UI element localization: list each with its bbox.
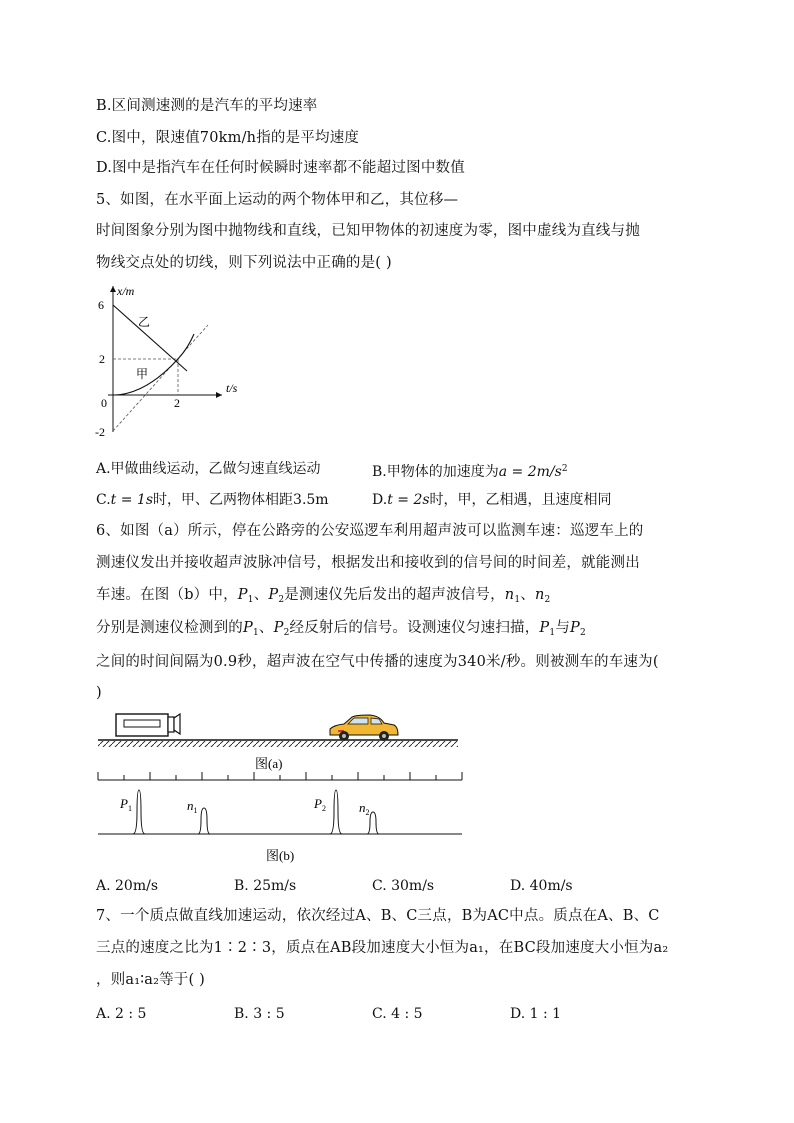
q6-option-c: C. 30m/s (372, 878, 435, 894)
q6-stem-line2: 测速仪发出并接收超声波脉冲信号，根据发出和接收到的信号间的时间差，就能测出 (96, 555, 640, 571)
label-n1: $n_1$ (187, 798, 198, 815)
tick-y-neg2: -2 (95, 425, 105, 439)
label-p2: $P_2$ (314, 796, 326, 813)
q6-stem-line1: 6、如图（a）所示，停在公路旁的公安巡逻车利用超声波可以监测车速：巡逻车上的 (96, 523, 644, 539)
q7-option-c: C. 4 : 5 (372, 1006, 423, 1022)
scale-ticks (98, 772, 462, 780)
label-jia: 甲 (136, 367, 149, 381)
q7-option-d: D. 1 : 1 (510, 1006, 562, 1022)
q6-stem-line6: ) (96, 685, 102, 701)
pulse-p1 (133, 790, 145, 834)
q6-stem-line3: 车速。在图（b）中，$P_1$、$P_2$是测速仪先后发出的超声波信号，$n_1$、$n_2$ (96, 587, 551, 605)
q6-stem-line5: 之间的时间间隔为0.9秒，超声波在空气中传播的速度为340米/秒。则被测车的车速为( (96, 654, 659, 670)
q5-stem-line3: 物线交点处的切线，则下列说法中正确的是( ) (96, 255, 392, 271)
q6-stem-line4: 分别是测速仪检测到的$P_1$、$P_2$经反射后的信号。设测速仪匀速扫描，$P_1$与$P_2$ (96, 620, 586, 638)
q5-option-d: D.t = 2s时，甲，乙相遇，且速度相同 (372, 492, 612, 508)
q4-option-b: B.区间测速测的是汽车的平均速率 (96, 98, 318, 114)
y-axis-label: x/m (117, 284, 135, 298)
tick-y-2: 2 (99, 352, 105, 366)
q7-stem-line3: ，则a₁∶a₂等于( ) (96, 972, 206, 988)
q6-figure-b (90, 772, 470, 872)
q7-option-a: A. 2 : 5 (96, 1006, 147, 1022)
q7-stem-line1: 7、一个质点做直线加速运动，依次经过A、B、C三点，B为AC中点。质点在A、B、C (96, 908, 660, 924)
q5-stem-line1: 5、如图，在水平面上运动的两个物体甲和乙，其位移— (96, 192, 459, 208)
tick-y-0: 0 (101, 396, 107, 410)
speed-meter-icon (116, 714, 180, 736)
label-yi: 乙 (138, 315, 151, 329)
q5-option-b: B.甲物体的加速度为$a = 2m/s^2$ (372, 464, 568, 480)
q6-option-b: B. 25m/s (234, 878, 297, 894)
q5-option-a: A.甲做曲线运动，乙做匀速直线运动 (96, 461, 321, 477)
q7-stem-line2: 三点的速度之比为1∶2∶3，质点在AB段加速度大小恒为a₁，在BC段加速度大小恒为a₂ (96, 940, 669, 956)
q4-option-c: C.图中，限速值70km/h指的是平均速度 (96, 130, 360, 146)
tick-y-6: 6 (98, 298, 104, 312)
label-n2: $n_2$ (359, 800, 370, 817)
q6-option-d: D. 40m/s (510, 878, 573, 894)
pulse-p2 (330, 790, 342, 834)
q7-option-b: B. 3 : 5 (234, 1006, 285, 1022)
q5-stem-line2: 时间图象分别为图中抛物线和直线，已知甲物体的初速度为零，图中虚线为直线与抛 (96, 223, 640, 239)
car-icon (330, 715, 398, 741)
q6-option-a: A. 20m/s (96, 878, 159, 894)
figure-b-caption: 图(b) (266, 848, 295, 863)
label-p1: $P_1$ (120, 796, 132, 813)
q5-xt-graph (90, 282, 240, 447)
figure-a-caption: 图(a) (255, 756, 283, 771)
x-axis-label: t/s (226, 381, 238, 395)
q6-figure-a (94, 708, 464, 773)
pulse-n1 (198, 808, 210, 834)
tick-x-2: 2 (174, 396, 180, 410)
q5-option-c: C.t = 1s时，甲、乙两物体相距3.5m (96, 492, 329, 508)
q4-option-d: D.图中是指汽车在任何时候瞬时速率都不能超过图中数值 (96, 160, 465, 176)
tangent-dashed-line (113, 325, 208, 431)
